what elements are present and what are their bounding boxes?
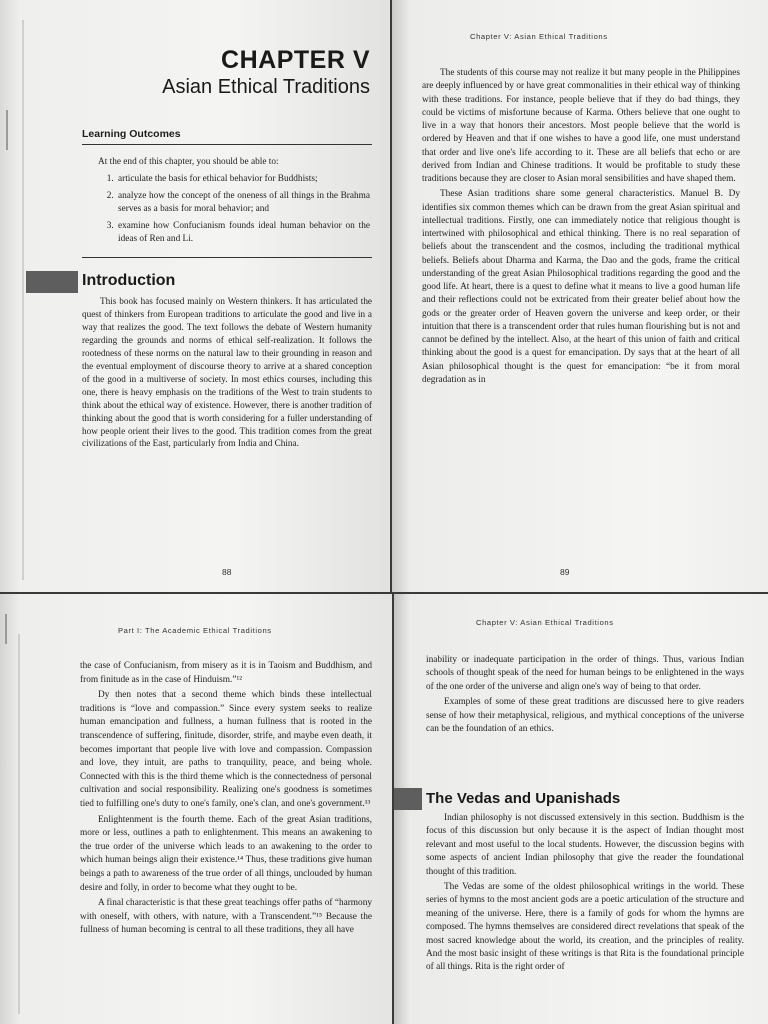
paragraph: A final characteristic is that these great teachings offer paths of “harmony with oneself, with others, with nature, with a Transcendent.”¹⁵ Because the fullness of human becoming is central to all these traditions, they all have: [80, 898, 372, 936]
paragraph: the case of Confucianism, from misery as it is in Taoism and Buddhism, and from finitude as in the case of Hinduism.”¹²: [80, 661, 372, 685]
page-number: 88: [222, 567, 232, 577]
outcomes-intro: At the end of this chapter, you should be able to:: [98, 157, 279, 167]
paragraph: This book has focused mainly on Western thinkers. It has articulated the quest of thinkers from European traditions to articulate the good and live in a way that realizes the good. The text follows the debate of Western humanity regarding the grounds and norms of ethical self-realization. It follows the rootedness of these norms on the natural law to their grounding in reason and the eventual employment of discourse theory to arrive at a shared conception of the good in a multiverse of society. In most ethics courses, including this one, there is heavy emphasis on the traditions of the West to train students to think about the ethical way of existence. However, there is another tradition of thinking about the good that is worth considering for a fuller understanding of how people orient their lives to the good. This tradition comes from the great civilizations of the East, particularly from India and China.: [82, 296, 372, 449]
introduction-text: [82, 295, 372, 452]
outcome-item: 3. examine how Confucianism founds ideal human behavior on the ideas of Ren and Li.: [116, 220, 370, 245]
learning-outcomes-heading: Learning Outcomes: [82, 128, 181, 140]
outcomes-list: [98, 173, 370, 246]
section-bar: [26, 271, 78, 293]
chapter-number: CHAPTER V: [221, 46, 370, 74]
running-head: Part I: The Academic Ethical Traditions: [118, 626, 272, 635]
page-91-section-text: [426, 812, 744, 977]
page-89: [392, 0, 768, 592]
paragraph: Dy then notes that a second theme which binds these intellectual traditions is “love and compassion.” Since every system seeks to realize human emancipation and fullness, a human fullness that is rooted in the transcendence of suffering, finitude, disorder, strife, and maybe even death, it becomes important that people live with love and compassion. Compassion and love, they intuit, are paths to tranquility, peace, and being whole. Connected with this is the third theme which is the connectedness of personal cultivation and social responsibility. Realizing one's goodness is sometimes tied to fulfilling one's duty to one's family, one's clan, and one's government.¹³: [80, 690, 372, 809]
binding-mark: [6, 110, 8, 150]
paragraph: Examples of some of these great traditions are discussed here to give readers sense of how their metaphysical, religious, and mythical conceptions of the universe can be the foundation of an ethics.: [426, 697, 744, 735]
binding-mark: [5, 614, 7, 644]
page-90-text: [80, 660, 372, 940]
outcome-item: 2. analyze how the concept of the oneness of all things in the Brahma serves as a basis for moral behavior; and: [116, 190, 370, 215]
section-bar: [394, 788, 422, 810]
page-90: [0, 594, 392, 1024]
paragraph: The Vedas are some of the oldest philosophical writings in the world. These series of hymns to the most ancient gods are a poetic articulation of the structure and meaning of the universe. Here, there is a family of gods for whom the hymns are composed. The hymns themselves are considered direct revelations that speak of the most sacred knowledge about the world, its creation, and the principles of reality. And the most basic insight of these writings is that Rita is the foundational principle of all things. Rita is the right order of: [426, 882, 744, 973]
outcomes-rule: [82, 257, 372, 258]
section-heading-introduction: Introduction: [82, 272, 176, 289]
paragraph: Indian philosophy is not discussed extensively in this section. Buddhism is the focus of this discussion but only because it is the aspect of Indian thought most relevant and most useful to the local students. However, the discussion begins with some aspects of ancient Indian philosophy that give the reader the foundational thought of this tradition.: [426, 813, 744, 877]
running-head: Chapter V: Asian Ethical Traditions: [470, 32, 608, 41]
paragraph: inability or inadequate participation in the order of things. Thus, various Indian schools of thought speak of the need for human beings to be enlightened in the ways of the one order of the universe and align one's way of being to that order.: [426, 655, 744, 692]
paragraph: Enlightenment is the fourth theme. Each of the great Asian traditions, more or less, outlines a path to enlightenment. This means an awakening to the true order of the universe which leads to an awakening to the order to which human beings align their existence.¹⁴ Thus, these traditions give human beings a path to awareness of the true order of all things, unclouded by human desire and folly, in order to become what they ought to be.: [80, 814, 372, 893]
paragraph: These Asian traditions share some general characteristics. Manuel B. Dy identifies six common themes which can be drawn from the great Asian spiritual and intellectual traditions. Firstly, one can immediately notice that religious thought is intertwined with philosophical and ethical thinking. There is no real separation of beliefs about the transcendent and the cosmos, including the traditional mythical beliefs. Beliefs about Dharma and Karma, the Dao and the gods, frame the critical understanding of the great Asian Philosophical traditions regarding the good and the good life. At heart, there is a quest to define what it means to live a good human life and their reflections could not be extricated from their greater belief about how the gods or the greater order of Heaven govern the universe and keep order, or their intuition that there is a transcendent order that rules human flourishing but is not and cannot be defined by the intellect. Also, at the heart of this union of faith and critical thinking about the good is a quest for emancipation. Dy says that at the heart of all Asian philosophical thought is the quest for emancipation: “be it from moral degradation as in: [422, 189, 740, 385]
paragraph: The students of this course may not realize it but many people in the Philippines are deeply influenced by or have great commonalities in their ethical way of thinking with these traditions. For instance, people believe that if they do bad things, they could be victims of misfortune because of Karma. Others believe that one ought to live in a way that honors their ancestors. Most people believe that the world is ordered by Heaven and that if one wishes to have a good life, one must understand that order and live one's life according to it. These are all beliefs that echo or are derived from Indian and Chinese traditions. It would be profitable to study these traditions because they are closer to Asian moral sensibilities and have shaped them.: [422, 68, 740, 184]
page-88: [0, 0, 390, 592]
section-heading-vedas: The Vedas and Upanishads: [426, 790, 621, 807]
binding-shadow: [22, 20, 24, 580]
page-91: [394, 594, 768, 1024]
page-89-text: [422, 67, 740, 389]
learning-outcomes: [98, 156, 370, 251]
running-head: Chapter V: Asian Ethical Traditions: [476, 618, 614, 627]
chapter-title: Asian Ethical Traditions: [162, 76, 370, 98]
outcome-item: 1. articulate the basis for ethical behavior for Buddhists;: [116, 173, 370, 186]
binding-shadow: [18, 634, 20, 1014]
page-number: 89: [560, 567, 570, 577]
heading-rule: [82, 144, 372, 145]
page-91-intro-text: [426, 654, 744, 738]
